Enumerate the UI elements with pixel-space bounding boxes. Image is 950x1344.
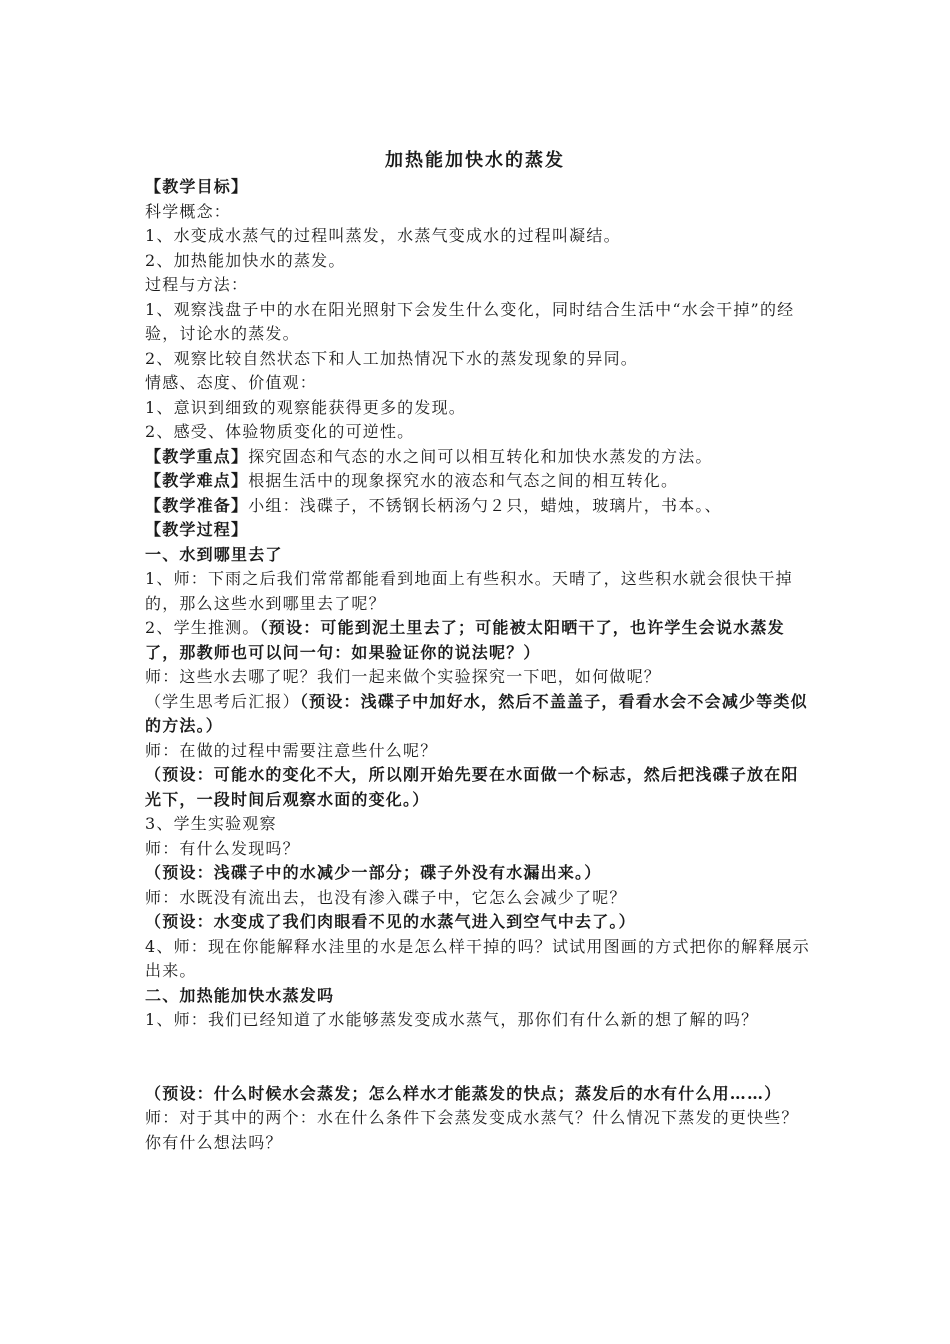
objectives-heading: 【教学目标】 [145, 177, 249, 196]
blank-space [145, 1033, 810, 1082]
paragraph-lead: （学生思考后汇报） [145, 691, 300, 711]
attitude-item-1: 1、意识到细致的观察能获得更多的发现。 [145, 397, 466, 417]
section-1-paragraph: 师：有什么发现吗？ [145, 838, 300, 858]
document-body [145, 175, 810, 1155]
paragraph-lead: 2、学生推测。 [145, 618, 260, 637]
preparation-label: 【教学准备】 [145, 495, 249, 515]
preset-note: （预设：什么时候水会蒸发；怎么样水才能蒸发的快点；蒸发后的水有什么用……） [145, 1083, 782, 1103]
section-1-heading: 一、水到哪里去了 [145, 544, 283, 564]
section-1-paragraph [145, 690, 810, 739]
concept-item-1: 1、水变成水蒸气的过程叫蒸发，水蒸气变成水的过程叫凝结。 [145, 226, 621, 245]
key-point-label: 【教学重点】 [145, 446, 249, 466]
key-point [145, 445, 810, 470]
process-label: 过程与方法： [145, 275, 249, 294]
preset-note: （预设：水变成了我们肉眼看不见的水蒸气进入到空气中去了。） [145, 912, 636, 931]
section-2-paragraph: 1、师：我们已经知道了水能够蒸发变成水蒸气，那你们有什么新的想了解的吗？ [145, 1010, 759, 1029]
preset-note: （预设：可能水的变化不大，所以刚开始先要在水面做一个标志，然后把浅碟子放在阳光下，一段时间后观察水面的变化。） [145, 765, 799, 809]
preset-note: （预设：浅碟子中的水减少一部分；碟子外没有水漏出来。） [145, 863, 602, 882]
section-1-paragraph: 师：水既没有流出去，也没有渗入碟子中，它怎么会减少了呢？ [145, 887, 627, 907]
section-1-paragraph: 1、师：下雨之后我们常常都能看到地面上有些积水。天晴了，这些积水就会很快干掉的，那么这些水到哪里去了呢？ [145, 569, 793, 613]
preset-note: （预设：浅碟子中加好水，然后不盖盖子，看看水会不会减少等类似的方法。） [145, 691, 808, 735]
section-2-heading: 二、加热能加快水蒸发吗 [145, 985, 335, 1005]
process-item-2: 2、观察比较自然状态下和人工加热情况下水的蒸发现象的异同。 [145, 348, 638, 368]
key-point-text: 探究固态和气态的水之间可以相互转化和加快水蒸发的方法。 [248, 446, 713, 466]
difficulty-label: 【教学难点】 [145, 471, 249, 490]
section-2-paragraph: 师：对于其中的两个：水在什么条件下会蒸发变成水蒸气？什么情况下蒸发的更快些？你有什么想法吗？ [145, 1108, 799, 1152]
section-1-paragraph: 师：在做的过程中需要注意些什么呢？ [145, 740, 438, 760]
difficulty-point [145, 469, 810, 494]
section-1-paragraph: 3、学生实验观察 [145, 814, 277, 833]
preparation [145, 494, 810, 519]
section-1-paragraph: 4、师：现在你能解释水洼里的水是怎么样干掉的吗？试试用图画的方式把你的解释展示出来。 [145, 936, 810, 980]
section-1-paragraph: 师：这些水去哪了呢？我们一起来做个实验探究一下吧，如何做呢？ [145, 667, 662, 686]
document-title: 加热能加快水的蒸发 [385, 150, 565, 171]
attitude-item-2: 2、感受、体验物质变化的可逆性。 [145, 422, 415, 441]
concept-label: 科学概念： [145, 201, 232, 221]
procedure-heading: 【教学过程】 [145, 520, 249, 539]
concept-item-2: 2、加热能加快水的蒸发。 [145, 250, 346, 270]
process-item-1: 1、观察浅盘子中的水在阳光照射下会发生什么变化，同时结合生活中“水会干掉”的经验，讨论水的蒸发。 [145, 299, 795, 343]
attitude-label: 情感、态度、价值观： [145, 373, 318, 392]
preset-note: （预设：可能到泥土里去了；可能被太阳晒干了，也许学生会说水蒸发了，那教师也可以问一句：如果验证你的说法呢？） [145, 618, 785, 662]
section-1-paragraph [145, 616, 810, 665]
difficulty-text: 根据生活中的现象探究水的液态和气态之间的相互转化。 [248, 471, 679, 490]
preparation-text: 小组：浅碟子，不锈钢长柄汤勺２只，蜡烛，玻璃片，书本。、 [248, 495, 722, 515]
